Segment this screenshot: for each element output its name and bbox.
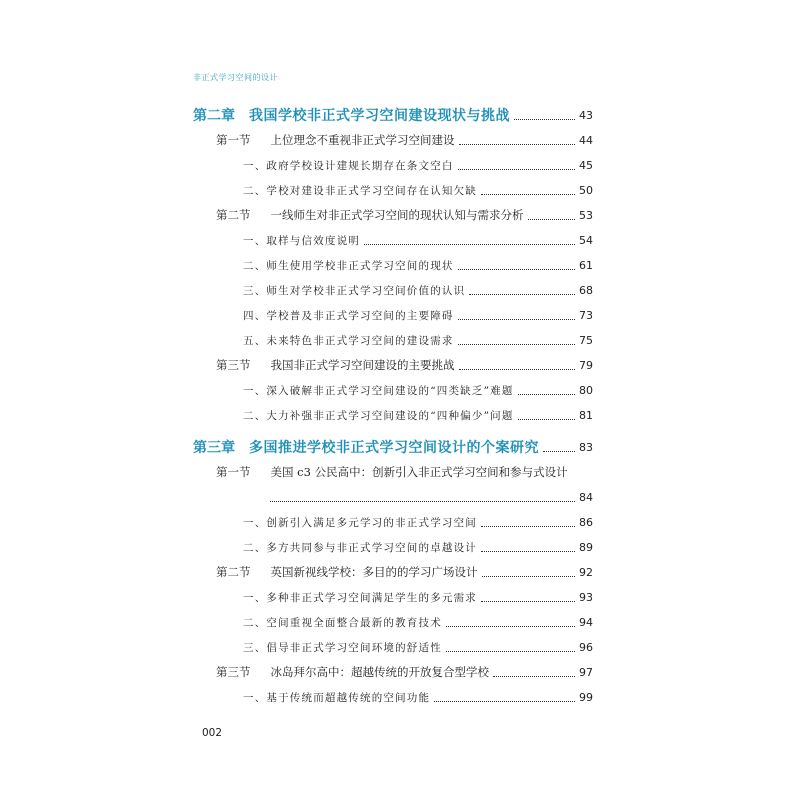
section-number: 第二节 bbox=[216, 208, 251, 222]
page-ref: 50 bbox=[579, 183, 593, 197]
toc-item[interactable] bbox=[243, 511, 593, 533]
toc-item[interactable] bbox=[243, 304, 593, 326]
dot-leader bbox=[458, 167, 575, 170]
dot-leader bbox=[458, 342, 575, 345]
section-title: 一线师生对非正式学习空间的现状认知与需求分析 bbox=[270, 208, 524, 222]
toc-item[interactable] bbox=[243, 254, 593, 276]
page-ref: 93 bbox=[579, 590, 593, 604]
toc-chapter-3[interactable] bbox=[193, 436, 593, 458]
toc-section[interactable] bbox=[216, 561, 593, 583]
chapter-title: 多国推进学校非正式学习空间设计的个案研究 bbox=[249, 440, 539, 456]
section-number: 第一节 bbox=[216, 465, 251, 479]
section-title: 我国非正式学习空间建设的主要挑战 bbox=[270, 358, 455, 372]
toc-section[interactable] bbox=[216, 661, 593, 683]
item-title: 一、政府学校设计建规长期存在条文空白 bbox=[243, 159, 454, 172]
page-ref: 84 bbox=[579, 490, 593, 504]
page-number: 002 bbox=[202, 727, 223, 739]
page-ref: 99 bbox=[579, 690, 593, 704]
dot-leader bbox=[481, 549, 575, 552]
item-title: 二、多方共同参与非正式学习空间的卓越设计 bbox=[243, 541, 477, 554]
dot-leader bbox=[270, 499, 575, 502]
page-ref: 75 bbox=[579, 333, 593, 347]
dot-leader bbox=[459, 367, 576, 370]
item-title: 五、未来特色非正式学习空间的建设需求 bbox=[243, 334, 454, 347]
section-title: 上位理念不重视非正式学习空间建设 bbox=[270, 133, 455, 147]
toc-item[interactable] bbox=[243, 179, 593, 201]
item-title: 二、空间重视全面整合最新的教育技术 bbox=[243, 616, 442, 629]
toc-section-title-line[interactable] bbox=[216, 461, 593, 483]
dot-leader bbox=[518, 392, 575, 395]
dot-leader bbox=[518, 417, 575, 420]
page-ref: 54 bbox=[579, 233, 593, 247]
toc-item[interactable] bbox=[243, 586, 593, 608]
section-number: 第二节 bbox=[216, 565, 251, 579]
page-ref: 53 bbox=[579, 208, 593, 222]
toc-item[interactable] bbox=[243, 229, 593, 251]
toc-item[interactable] bbox=[243, 279, 593, 301]
toc-item[interactable] bbox=[243, 154, 593, 176]
dot-leader bbox=[434, 699, 575, 702]
chapter-number: 第三章 bbox=[193, 440, 235, 456]
section-title: 美国 c3 公民高中：创新引入非正式学习空间和参与式设计 bbox=[270, 465, 568, 479]
page-ref: 86 bbox=[579, 515, 593, 529]
item-title: 四、学校普及非正式学习空间的主要障碍 bbox=[243, 309, 454, 322]
dot-leader bbox=[446, 649, 575, 652]
item-title: 三、师生对学校非正式学习空间价值的认识 bbox=[243, 284, 466, 297]
section-title: 英国新视线学校：多目的的学习广场设计 bbox=[270, 565, 478, 579]
section-title: 冰岛拜尔高中：超越传统的开放复合型学校 bbox=[270, 665, 489, 679]
item-title: 一、多种非正式学习空间满足学生的多元需求 bbox=[243, 591, 477, 604]
page-ref: 79 bbox=[579, 358, 593, 372]
page-ref: 44 bbox=[579, 133, 593, 147]
toc-section[interactable] bbox=[216, 354, 593, 376]
item-title: 一、基于传统而超越传统的空间功能 bbox=[243, 691, 431, 704]
dot-leader bbox=[458, 267, 575, 270]
toc-item[interactable] bbox=[243, 404, 593, 426]
dot-leader bbox=[543, 449, 575, 452]
dot-leader bbox=[458, 317, 575, 320]
toc-item[interactable] bbox=[243, 611, 593, 633]
section-number: 第三节 bbox=[216, 665, 251, 679]
item-title: 三、倡导非正式学习空间环境的舒适性 bbox=[243, 641, 442, 654]
item-title: 一、深入破解非正式学习空间建设的“四类缺乏”难题 bbox=[243, 384, 514, 397]
dot-leader bbox=[481, 599, 575, 602]
item-title: 二、学校对建设非正式学习空间存在认知欠缺 bbox=[243, 184, 477, 197]
page-ref: 73 bbox=[579, 308, 593, 322]
dot-leader bbox=[364, 242, 575, 245]
item-title: 二、师生使用学校非正式学习空间的现状 bbox=[243, 259, 454, 272]
dot-leader bbox=[493, 674, 575, 677]
chapter-number: 第二章 bbox=[193, 108, 235, 124]
toc-item[interactable] bbox=[243, 379, 593, 401]
toc-chapter-2[interactable] bbox=[193, 104, 593, 126]
toc-item[interactable] bbox=[243, 636, 593, 658]
page-ref: 97 bbox=[579, 665, 593, 679]
item-title: 一、创新引入满足多元学习的非正式学习空间 bbox=[243, 516, 477, 529]
page-ref: 68 bbox=[579, 283, 593, 297]
dot-leader bbox=[481, 524, 575, 527]
chapter-title: 我国学校非正式学习空间建设现状与挑战 bbox=[249, 108, 510, 124]
page-ref: 61 bbox=[579, 258, 593, 272]
page-ref: 89 bbox=[579, 540, 593, 554]
page-ref: 43 bbox=[579, 108, 593, 122]
page-ref: 80 bbox=[579, 383, 593, 397]
dot-leader bbox=[459, 142, 576, 145]
toc-item[interactable] bbox=[243, 686, 593, 708]
toc-item[interactable] bbox=[243, 329, 593, 351]
page-ref: 45 bbox=[579, 158, 593, 172]
item-title: 二、大力补强非正式学习空间建设的“四种偏少”问题 bbox=[243, 409, 514, 422]
dot-leader bbox=[469, 292, 575, 295]
page-ref: 83 bbox=[579, 440, 593, 454]
running-head: 非正式学习空间的设计 bbox=[193, 73, 278, 82]
toc-section-leader-line[interactable] bbox=[270, 486, 593, 508]
page-ref: 92 bbox=[579, 565, 593, 579]
page-ref: 81 bbox=[579, 408, 593, 422]
dot-leader bbox=[482, 574, 576, 577]
dot-leader bbox=[481, 192, 575, 195]
toc-section[interactable] bbox=[216, 129, 593, 151]
item-title: 一、取样与信效度说明 bbox=[243, 234, 360, 247]
dot-leader bbox=[528, 217, 576, 220]
toc-section[interactable] bbox=[216, 204, 593, 226]
page-ref: 94 bbox=[579, 615, 593, 629]
dot-leader bbox=[446, 624, 575, 627]
dot-leader bbox=[514, 117, 575, 120]
page-ref: 96 bbox=[579, 640, 593, 654]
toc-item[interactable] bbox=[243, 536, 593, 558]
section-number: 第一节 bbox=[216, 133, 251, 147]
section-number: 第三节 bbox=[216, 358, 251, 372]
